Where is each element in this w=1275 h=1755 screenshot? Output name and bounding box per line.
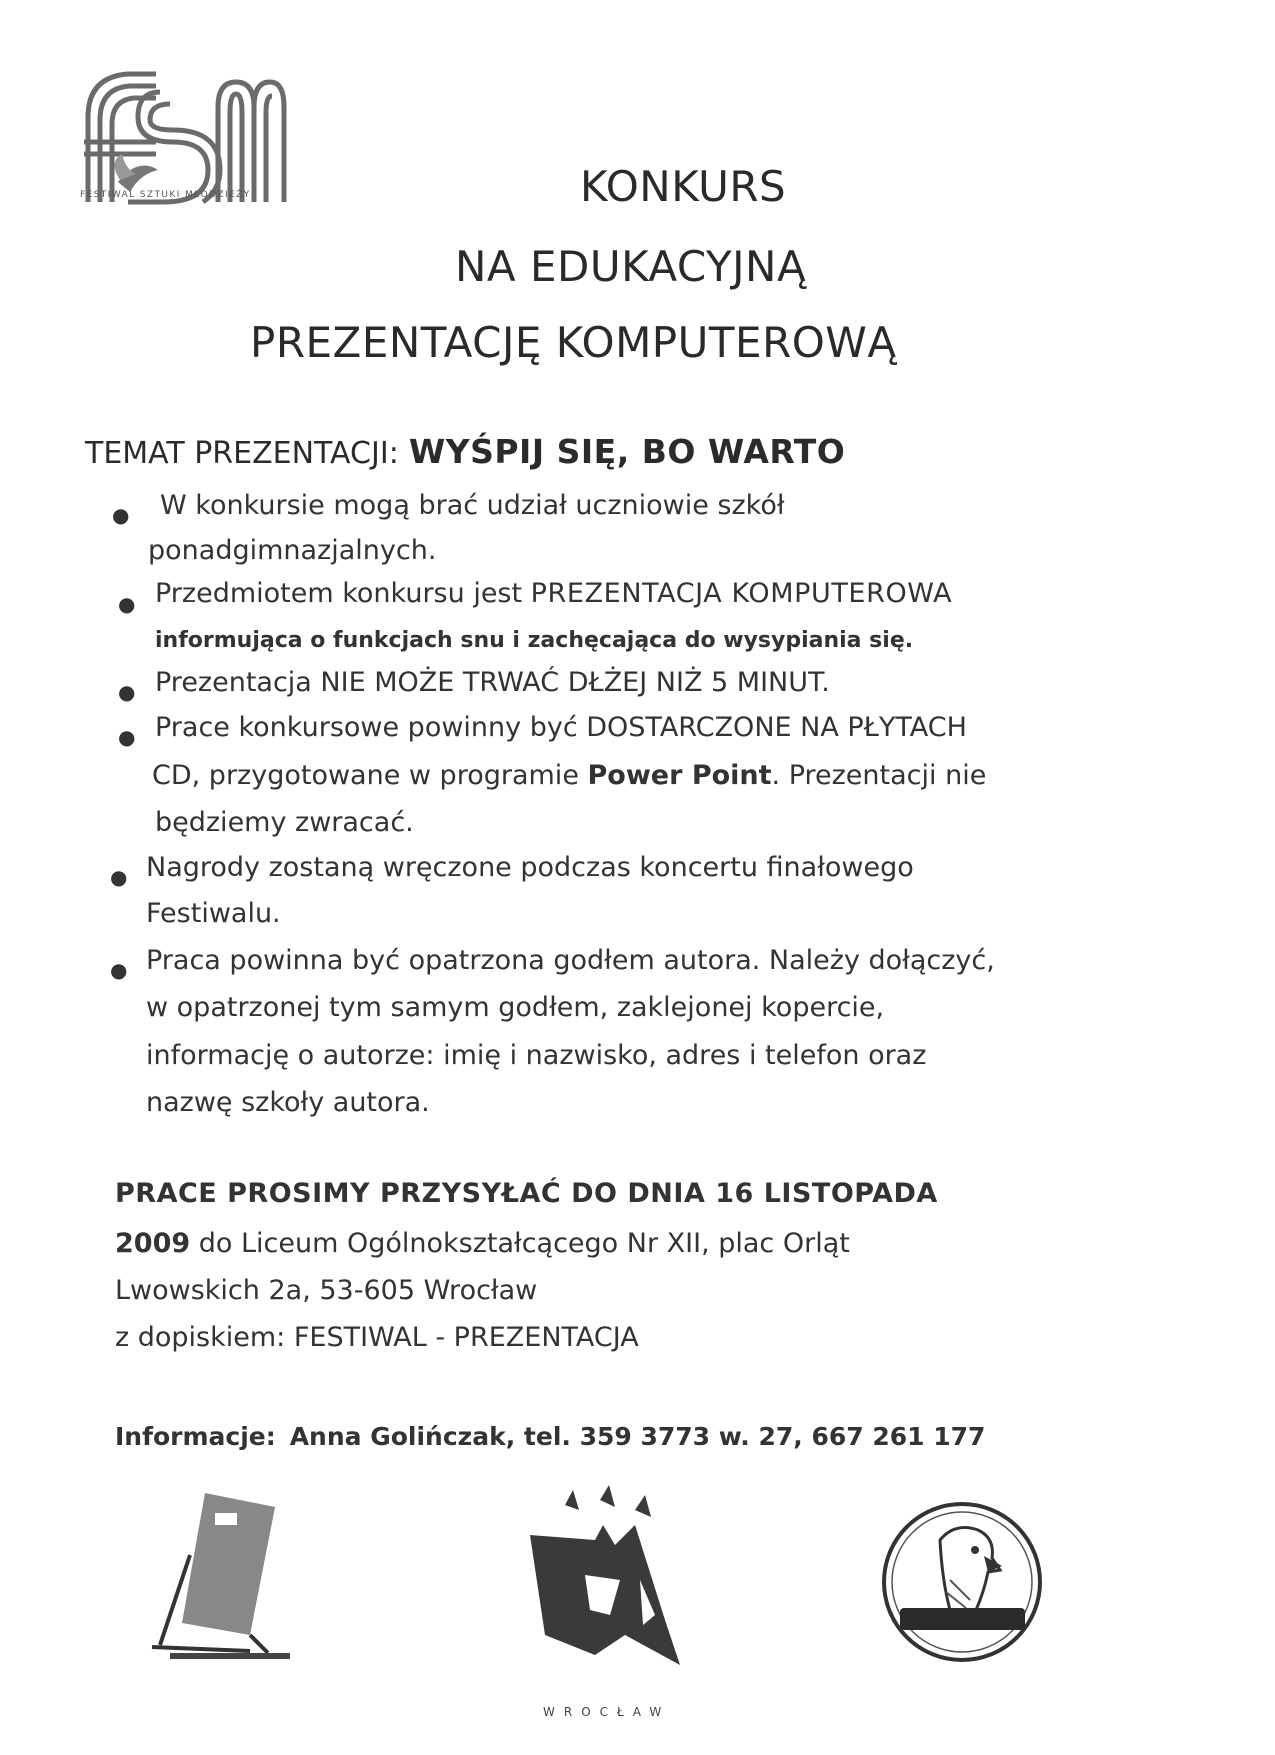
deadline-year: 2009 <box>115 1228 191 1259</box>
deadline-line-3: Lwowskich 2a, 53-605 Wrocław <box>115 1275 538 1306</box>
title-line-1: KONKURS <box>580 162 787 211</box>
rule-4-software: Power Point <box>587 760 772 791</box>
rule-2-line-2: informująca o funkcjach snu i zachęcająca do wysypiania się. <box>155 628 914 653</box>
school-logo <box>150 1485 300 1660</box>
rule-4-line-2 <box>152 760 986 791</box>
rule-3: Prezentacja NIE MOŻE TRWAĆ DŁŻEJ NIŻ 5 MINUT. <box>155 667 830 698</box>
contact-line <box>115 1422 985 1451</box>
rule-1-line-1: W konkursie mogą brać udział uczniowie szkół <box>160 490 785 521</box>
rule-4-line-1: Prace konkursowe powinny być DOSTARCZONE NA PŁYTACH <box>155 712 967 743</box>
topic-value: WYŚPIJ SIĘ, BO WARTO <box>408 432 846 471</box>
topic-label: TEMAT PREZENTACJI: <box>85 436 399 471</box>
bullet-icon: ● <box>118 680 136 704</box>
deadline-line-4: z dopiskiem: FESTIWAL - PREZENTACJA <box>115 1322 639 1353</box>
title-line-2: NA EDUKACYJNĄ <box>455 242 807 291</box>
bullet-icon: ● <box>112 503 130 527</box>
rule-1-line-2: ponadgimnazjalnych. <box>148 535 437 566</box>
wroclaw-caption: WROCŁAW <box>543 1705 671 1719</box>
eagle-emblem-logo <box>880 1500 1045 1665</box>
deadline-line-1: PRACE PROSIMY PRZYSYŁAĆ DO DNIA 16 LISTOPADA <box>115 1178 938 1209</box>
bullet-icon: ● <box>110 865 128 889</box>
rule-6-line-4: nazwę szkoły autora. <box>146 1087 430 1118</box>
contact-value: Anna Golińczak, tel. 359 3773 w. 27, 667 261 177 <box>289 1422 986 1451</box>
rule-5-line-1: Nagrody zostaną wręczone podczas koncertu finałowego <box>146 852 914 883</box>
rule-5-line-2: Festiwalu. <box>146 898 281 929</box>
logo-caption: FESTIWAL SZTUKI MŁODZIEŻY <box>80 190 251 200</box>
rule-2-highlight: PREZENTACJA KOMPUTEROWA <box>530 578 953 609</box>
rule-4-line-3: będziemy zwracać. <box>155 807 414 838</box>
rule-4-text-c: . Prezentacji nie <box>771 760 987 791</box>
rule-2-line-1 <box>155 578 952 609</box>
bullet-icon: ● <box>110 958 128 982</box>
contact-label: Informacje: <box>115 1422 276 1451</box>
rule-2-text: Przedmiotem konkursu jest <box>155 578 531 609</box>
rule-6-line-3: informację o autorze: imię i nazwisko, adres i telefon oraz <box>146 1040 927 1071</box>
rule-6-line-1: Praca powinna być opatrzona godłem autora. Należy dołączyć, <box>146 945 995 976</box>
title-line-3: PREZENTACJĘ KOMPUTEROWĄ <box>250 318 897 367</box>
topic-line <box>85 432 845 471</box>
deadline-address-1: do Liceum Ogólnokształcącego Nr XII, plac Orląt <box>190 1228 850 1259</box>
deadline-line-2 <box>115 1228 850 1259</box>
rule-6-line-2: w opatrzonej tym samym godłem, zaklejonej kopercie, <box>146 992 885 1023</box>
rule-4-text-a: CD, przygotowane w programie <box>152 760 588 791</box>
bullet-icon: ● <box>118 725 136 749</box>
wroclaw-handprint-logo <box>525 1485 685 1675</box>
bullet-icon: ● <box>118 592 136 616</box>
